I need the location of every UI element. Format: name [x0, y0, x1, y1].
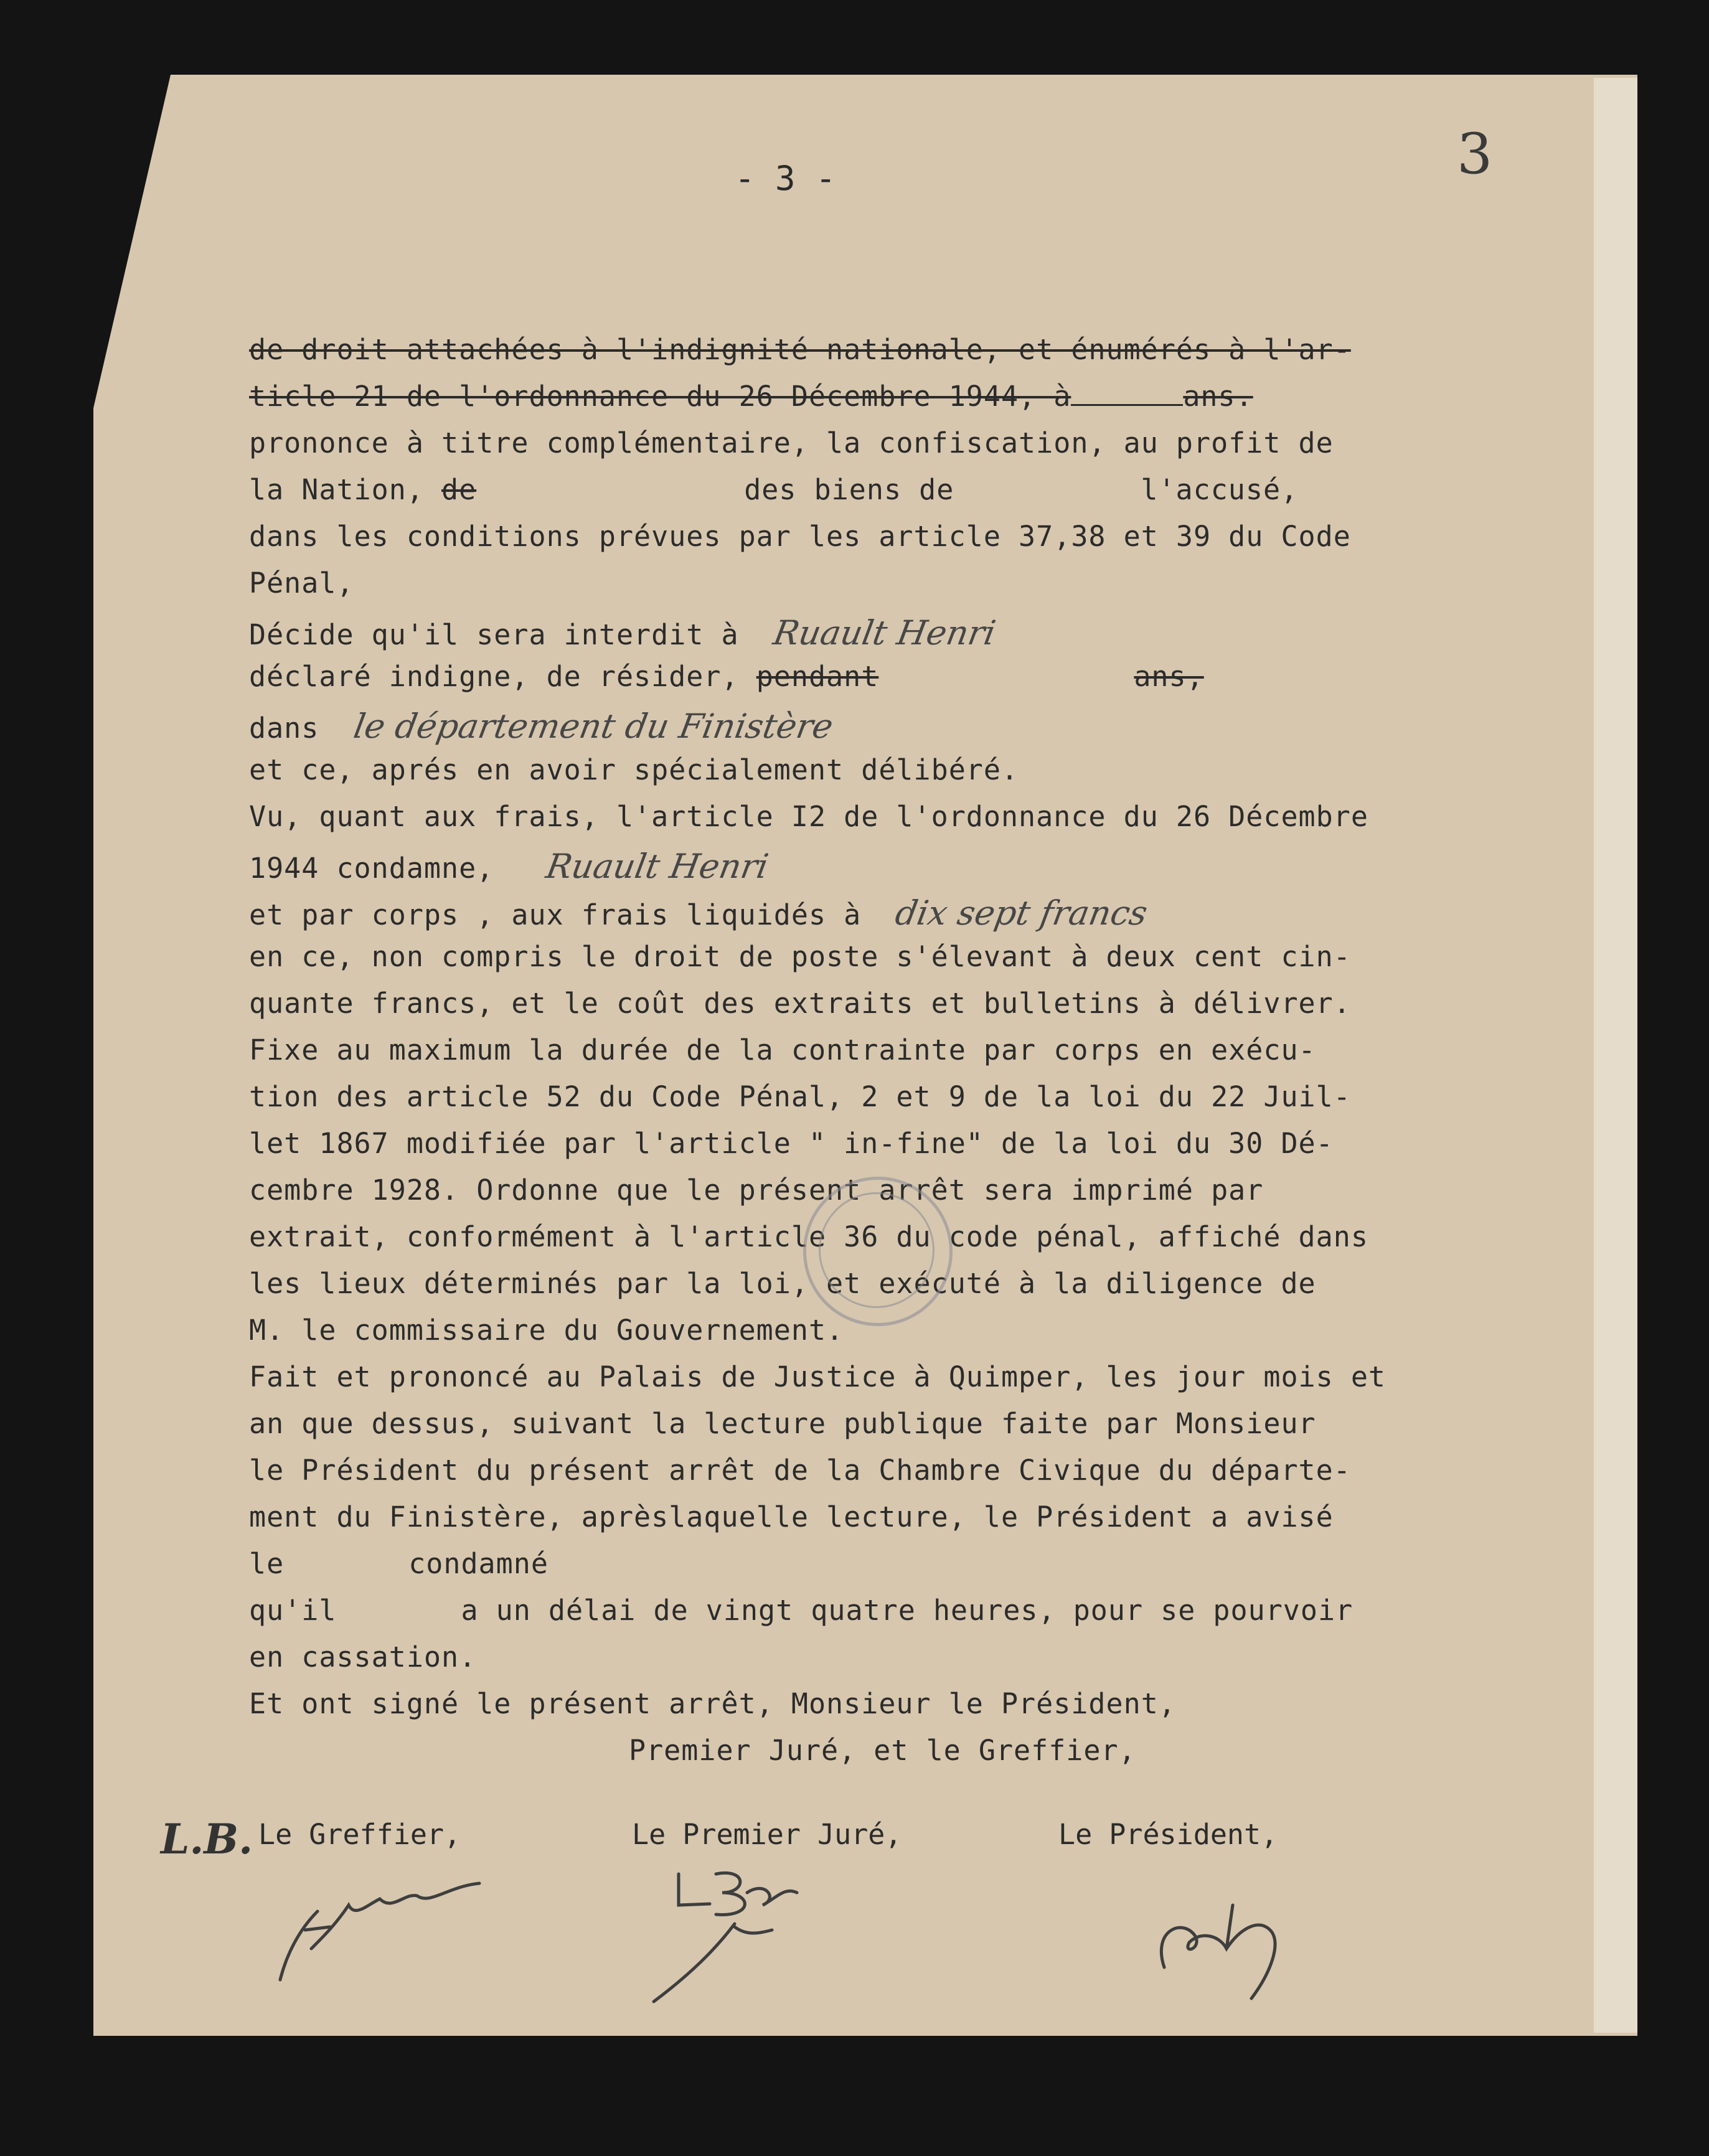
text-line-15: quante francs, et le coût des extraits et bulletins à délivrer. [249, 987, 1351, 1020]
text-line-28 [249, 1594, 1353, 1627]
text-line-4 [249, 473, 1298, 506]
line13-text: et par corps , aux frais liquidés à [249, 898, 862, 931]
text-line-26: ment du Finistère, aprèslaquelle lecture, le Président a avisé [249, 1500, 1334, 1533]
page-edge [1594, 78, 1637, 2033]
line27-le: le [249, 1547, 285, 1580]
text-line-8 [249, 660, 1204, 693]
line4-struck-de: de [441, 473, 477, 506]
greffier-label: Le Greffier, [258, 1818, 461, 1851]
text-line-29: en cassation. [249, 1641, 477, 1673]
text-line-21: les lieux déterminés par la loi, et exécuté à la diligence de [249, 1267, 1316, 1300]
line27-condamne: condamné [408, 1547, 548, 1580]
text-line-1: de droit attachées à l'indignité nationale, et énumérés à l'ar- [249, 333, 1351, 366]
archive-stamp [803, 1177, 953, 1326]
handwritten-department: le département du Finistère [351, 707, 836, 746]
line4-part-d: l'accusé, [1141, 473, 1299, 506]
line4-part-c: des biens de [744, 473, 954, 506]
line8-struck-pendant: pendant [756, 660, 879, 693]
president-label: Le Président, [1058, 1818, 1278, 1851]
line8-text: déclaré indigne, de résider, [249, 660, 739, 693]
page-number: - 3 - [735, 159, 836, 198]
line8-struck-ans: ans, [1134, 660, 1204, 693]
text-line-17: tion des article 52 du Code Pénal, 2 et 9 de la loi du 22 Juil- [249, 1080, 1351, 1113]
premier-jure-label: Le Premier Juré, [632, 1818, 902, 1851]
text-line-16: Fixe au maximum la durée de la contrainte par corps en exécu- [249, 1033, 1316, 1066]
text-line-9 [249, 707, 836, 746]
line9-text: dans [249, 712, 319, 745]
line7-text: Décide qu'il sera interdit à [249, 618, 739, 651]
handwritten-amount: dix sept francs [892, 893, 1151, 933]
president-signature [1146, 1893, 1332, 2017]
struck-text: ticle 21 de l'ordonnance du 26 Décembre 1944, à [249, 380, 1071, 413]
text-line-22: M. le commissaire du Gouvernement. [249, 1314, 844, 1347]
line28-quil: qu'il [249, 1594, 337, 1627]
corner-page-number: 3 [1457, 121, 1493, 187]
text-line-11: Vu, quant aux frais, l'article I2 de l'ordonnance du 26 Décembre [249, 800, 1368, 833]
text-line-5: dans les conditions prévues par les article 37,38 et 39 du Code [249, 520, 1351, 553]
line4-part-a: la Nation, [249, 473, 424, 506]
text-line-23: Fait et prononcé au Palais de Justice à Quimper, les jour mois et [249, 1360, 1386, 1393]
text-line-19: cembre 1928. Ordonne que le présent arrêt sera imprimé par [249, 1174, 1264, 1207]
text-line-30: Et ont signé le présent arrêt, Monsieur le Président, [249, 1687, 1176, 1720]
text-line-10: et ce, aprés en avoir spécialement délibéré. [249, 753, 1019, 786]
text-line-2 [249, 380, 1253, 413]
text-line-18: let 1867 modifiée par l'article " in-fine" de la loi du 30 Dé- [249, 1127, 1334, 1160]
text-line-14: en ce, non compris le droit de poste s'élevant à deux cent cin- [249, 940, 1351, 973]
line28-text: a un délai de vingt quatre heures, pour se pourvoir [461, 1594, 1354, 1627]
text-line-25: le Président du présent arrêt de la Chambre Civique du départe- [249, 1454, 1351, 1487]
handwritten-name: Ruault Henri [770, 613, 999, 652]
text-line-3: prononce à titre complémentaire, la confiscation, au profit de [249, 426, 1334, 459]
text-line-7 [249, 613, 999, 652]
text-line-31: Premier Juré, et le Greffier, [629, 1734, 1136, 1767]
text-line-24: an que dessus, suivant la lecture publique faite par Monsieur [249, 1407, 1316, 1440]
text-line-13 [249, 893, 1151, 933]
text-line-6: Pénal, [249, 567, 354, 600]
initials: L.B. [161, 1815, 253, 1863]
text-line-20: extrait, conformément à l'article 36 du code pénal, affiché dans [249, 1220, 1368, 1253]
text-line-27 [249, 1547, 548, 1580]
premier-jure-signature [641, 1855, 853, 2011]
greffier-signature [268, 1862, 504, 1998]
struck-ans: ans. [1183, 380, 1253, 413]
handwritten-name-2: Ruault Henri [543, 847, 771, 886]
line12-text: 1944 condamne, [249, 852, 494, 885]
text-line-12 [249, 847, 771, 886]
